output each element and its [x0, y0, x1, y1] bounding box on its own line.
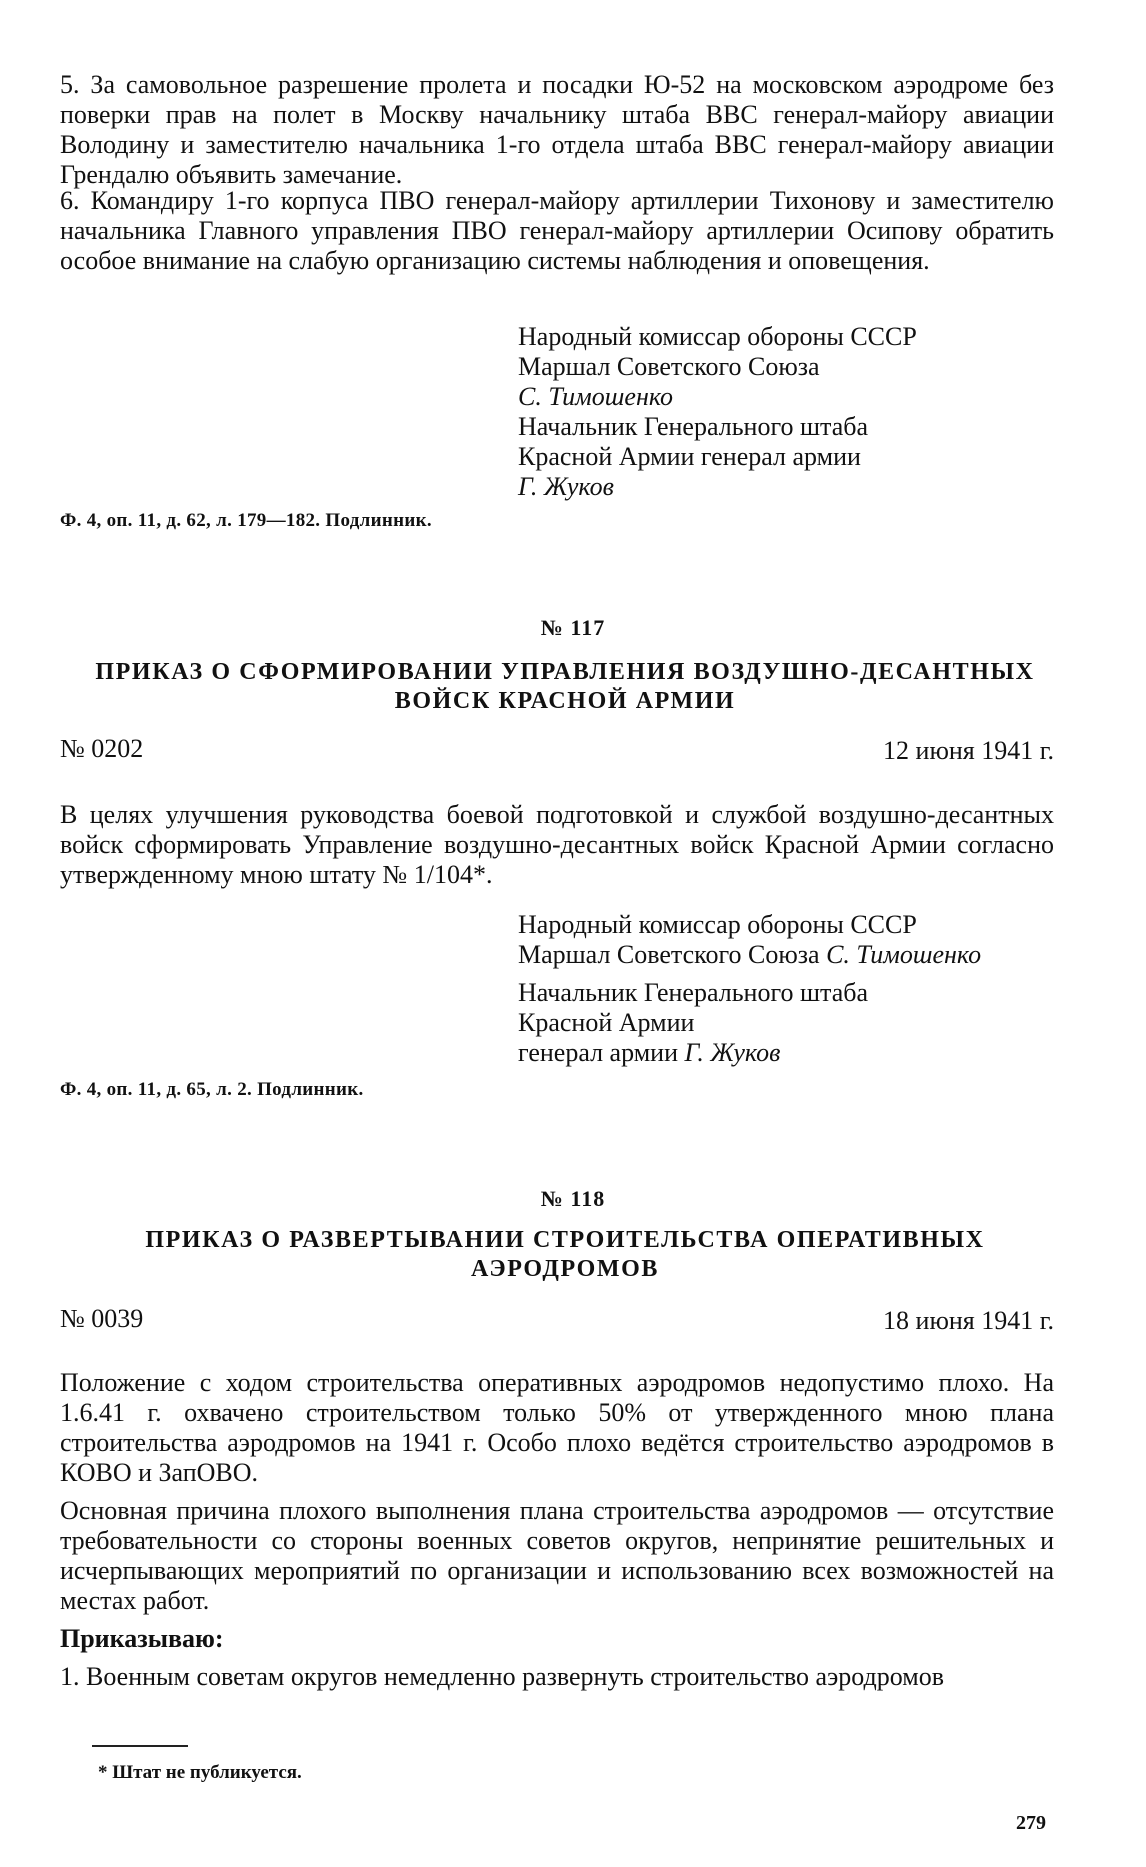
signature-line: Маршал Советского Союза	[518, 352, 820, 381]
page-number: 279	[1016, 1812, 1046, 1834]
archive-source-1: Ф. 4, оп. 11, д. 62, л. 179—182. Подлинник.	[60, 510, 432, 531]
paragraph-6	[60, 186, 1054, 276]
signature-line	[518, 1038, 981, 1068]
signature-name-zhukov: Г. Жуков	[518, 472, 614, 501]
signature-block-1	[518, 322, 917, 502]
signature-line: Народный комиссар обороны СССР	[518, 910, 917, 939]
document-title-117	[60, 658, 1070, 716]
signature-title: Маршал Советского Союза	[518, 940, 827, 969]
signature-block-2	[518, 910, 981, 1068]
signature-line: Начальник Генерального штаба	[518, 412, 868, 441]
paragraph-118-2: Основная причина плохого выполнения плана строительства аэродромов — отсутствие требовательности со стороны военных советов округов, непринятие решительных и исчерпывающих мероприятий по организации и использованию всех возможностей на местах работ.	[60, 1496, 1054, 1615]
document-number-118: № 118	[540, 1186, 606, 1211]
paragraph-117-text: В целях улучшения руководства боевой подготовкой и службой воздушно-десантных войск сформировать Управление воздушно-десантных войск Красной Армии согласно утвержденному мною штату № 1/104*.	[60, 800, 1054, 889]
signature-line: Красной Армии	[518, 1008, 695, 1037]
paragraph-117	[60, 800, 1054, 890]
order-number-0202: № 0202	[60, 734, 144, 763]
title-line: ВОЙСК КРАСНОЙ АРМИИ	[394, 688, 736, 714]
signature-line: Народный комиссар обороны СССР	[518, 322, 917, 351]
order-date-118: 18 июня 1941 г.	[883, 1306, 1054, 1335]
signature-name-timoshenko: С. Тимошенко	[826, 940, 982, 969]
paragraph-6-text: 6. Командиру 1-го корпуса ПВО генерал-майору артиллерии Тихонову и заместителю начальника Главного управления ПВО генерал-майору артиллерии Осипову обратить особое внимание на слабую организацию системы наблюдения и оповещения.	[60, 186, 1054, 275]
signature-title: генерал армии	[518, 1038, 685, 1067]
title-line: ПРИКАЗ О РАЗВЕРТЫВАНИИ СТРОИТЕЛЬСТВА ОПЕРАТИВНЫХ	[145, 1227, 985, 1253]
document-title-118	[60, 1226, 1070, 1284]
signature-name-zhukov: Г. Жуков	[684, 1038, 781, 1067]
paragraph-5	[60, 70, 1054, 190]
order-heading: Приказываю:	[60, 1624, 224, 1653]
signature-line: Начальник Генерального штаба	[518, 978, 868, 1007]
paragraph-118-4: 1. Военным советам округов немедленно развернуть строительство аэродромов	[60, 1662, 944, 1691]
order-number-0039: № 0039	[60, 1304, 144, 1333]
order-date-117: 12 июня 1941 г.	[883, 736, 1054, 765]
footnote: * Штат не публикуется.	[98, 1762, 302, 1783]
archive-source-2: Ф. 4, оп. 11, д. 65, л. 2. Подлинник.	[60, 1079, 364, 1100]
paragraph-5-text: 5. За самовольное разрешение пролета и посадки Ю-52 на московском аэродроме без поверки прав на полет в Москву начальнику штаба ВВС генерал-майору авиации Володину и заместителю начальника 1-го отдела штаба ВВС генерал-майору авиации Грендалю объявить замечание.	[60, 70, 1054, 189]
signature-line	[518, 940, 981, 970]
paragraph-118-1: Положение с ходом строительства оперативных аэродромов недопустимо плохо. На 1.6.41 г. охвачено строительством только 50% от утвержденного мною плана строительства аэродромов на 1941 г. Особо плохо ведётся строительство аэродромов в КОВО и ЗапОВО.	[60, 1368, 1054, 1487]
document-number-117: № 117	[540, 615, 606, 640]
title-line: ПРИКАЗ О СФОРМИРОВАНИИ УПРАВЛЕНИЯ ВОЗДУШНО-ДЕСАНТНЫХ	[95, 659, 1035, 685]
body-118	[60, 1368, 1054, 1700]
footnote-divider	[92, 1745, 188, 1747]
title-line: АЭРОДРОМОВ	[470, 1256, 660, 1282]
signature-line: Красной Армии генерал армии	[518, 442, 861, 471]
signature-name-timoshenko: С. Тимошенко	[518, 382, 674, 411]
